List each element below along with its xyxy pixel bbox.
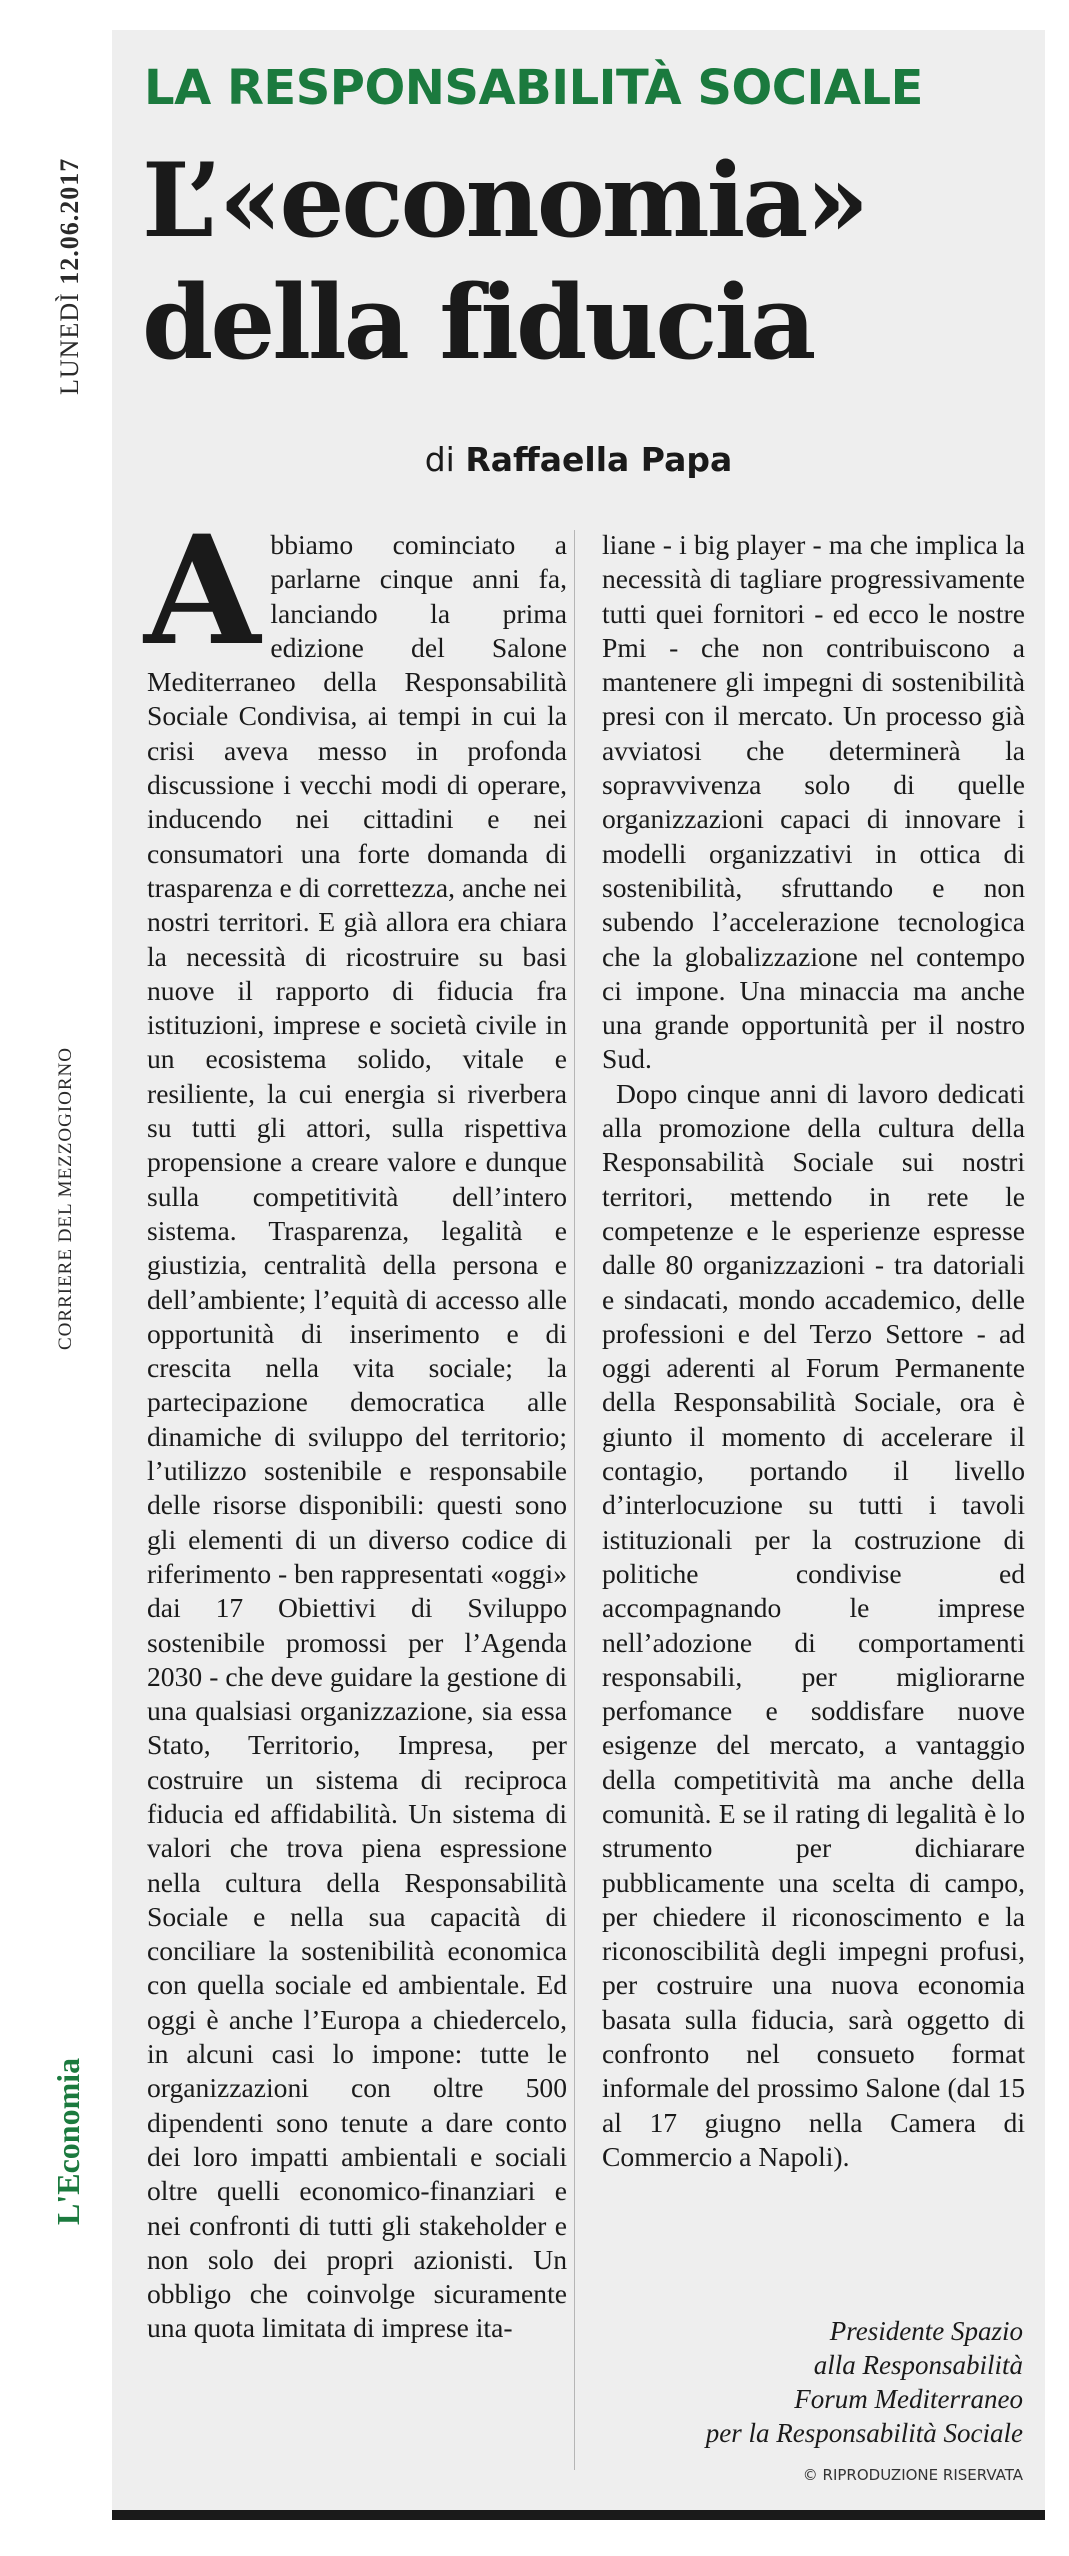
headline-line-2: della fiducia <box>142 263 814 383</box>
author-signature <box>706 2314 1023 2450</box>
article-text-col2-p2: Dopo cinque anni di lavoro dedicati alla promozione della cultura della Responsabilità Sociale sui nostri territori, mettendo in rete le competenze e le esperienze espresse dalle 80 organizzazioni - tra datoriali e sindacati, mondo accademico, delle professioni e del Terzo Settore - ad oggi aderenti al Forum Permanente della Responsabilità Sociale, ora è giunto il momento di accelerare il contagio, portando il livello d’interlocuzione su tutti i tavoli istituzionali per la costruzione di politiche condivise ed accompagnando le imprese nell’adozione di comportamenti responsabili, per migliorarne perfomance e soddisfare nuove esigenze del mercato, a vantaggio della competitività ma anche della comunità. E se il rating di legalità è lo strumento per dichiarare pubblicamente una scelta di campo, per chiedere il riconoscimento e la riconoscibilità degli impegni profusi, per costruire una nuova economia basata sulla fiducia, sarà oggetto di confronto nel consueto format informale del prossimo Salone (dal 15 al 17 giugno nella Camera di Commercio a Napoli). <box>602 1077 1025 2172</box>
newspaper-name: CORRIERE DEL MEZZOGIORNO <box>55 1047 76 1350</box>
article-column-right <box>602 528 1025 2174</box>
article-text-col2-p1: liane - i big player - ma che implica la necessità di tagliare progressivamente tutti quei fornitori - ed ecco le nostre Pmi - che non contribuiscono a mantenere gli impegni di sostenibilità presi con il mercato. Un processo già avviatosi che determinerà la sopravvivenza solo di quelle organizzazioni capaci di innovare i modelli organizzativi in ottica di sostenibilità, sfruttando e non subendo l’accelerazione tecnologica che la globalizzazione nel contempo ci impone. Una minaccia ma anche una grande opportunità per il nostro Sud. <box>602 529 1025 1075</box>
article-text-col1: bbiamo cominciato a parlarne cinque anni fa, lanciando la prima edizione del Salone Mediterraneo della Responsabilità Sociale Condivisa, ai tempi in cui la crisi aveva messo in profonda discussione i vecchi modi di operare, inducendo nei cittadini e nei consumatori una forte domanda di trasparenza e di correttezza, anche nei nostri territori. E già allora era chiara la necessità di ricostruire su basi nuove il rapporto di fiducia fra istituzioni, imprese e società civile in un ecosistema solido, vitale e resiliente, la cui energia si riverbera su tutti gli attori, sulla rispettiva propensione a creare valore e dunque sulla competitività dell’intero sistema. Trasparenza, legalità e giustizia, centralità della persona e dell’ambiente; l’equità di accesso alle opportunità di inserimento e di crescita nella vita sociale; la partecipazione democratica alle dinamiche di sviluppo del territorio; l’utilizzo sostenibile e responsabile delle risorse disponibili: questi sono gli elementi di un diverso codice di riferimento - ben rappresentati «oggi» dai 17 Obiettivi di Sviluppo sostenibile promossi per l’Agenda 2030 - che deve guidare la gestione di una qualsiasi organizzazione, sia essa Stato, Territorio, Impresa, per costruire un sistema di reciproca fiducia ed affidabilità. Un sistema di valori che trova piena espressione nella cultura della Responsabilità Sociale e nella sua capacità di conciliare la sostenibilità economica con quella sociale ed ambientale. Ed oggi è anche l’Europa a chiedercelo, in alcuni casi lo impone: tutte le organizzazioni con oltre 500 dipendenti sono tenute a dare conto dei loro impatti ambientali e sociali oltre quelli economico-finanziari e nei confronti di tutti gli stakeholder e non solo dei propri azionisti. Un obbligo che coinvolge sicuramente una quota limitata di imprese ita- <box>147 529 567 2344</box>
byline <box>112 440 1045 479</box>
section-name: L'Economia <box>50 2057 86 2225</box>
column-divider <box>574 530 575 2470</box>
byline-prefix: di <box>424 440 455 479</box>
signature-line: Forum Mediterraneo <box>794 2384 1023 2414</box>
article-panel <box>112 30 1045 2510</box>
signature-line: alla Responsabilità <box>813 2350 1023 2380</box>
bottom-rule <box>112 2510 1045 2520</box>
page-date <box>55 158 85 395</box>
copyright-notice: © RIPRODUZIONE RISERVATA <box>802 2466 1023 2484</box>
article-kicker: LA RESPONSABILITÀ SOCIALE <box>144 60 923 116</box>
article-column-left <box>144 503 567 2346</box>
author-name: Raffaella Papa <box>465 440 733 479</box>
page-date-value: 12.06.2017 <box>55 157 84 285</box>
article-headline <box>142 140 866 384</box>
signature-line: Presidente Spazio <box>829 2316 1023 2346</box>
drop-cap: A <box>144 503 261 679</box>
signature-line: per la Responsabilità Sociale <box>705 2418 1023 2448</box>
page-day: LUNEDÌ <box>55 292 84 395</box>
headline-line-1: L’«economia» <box>142 141 867 261</box>
